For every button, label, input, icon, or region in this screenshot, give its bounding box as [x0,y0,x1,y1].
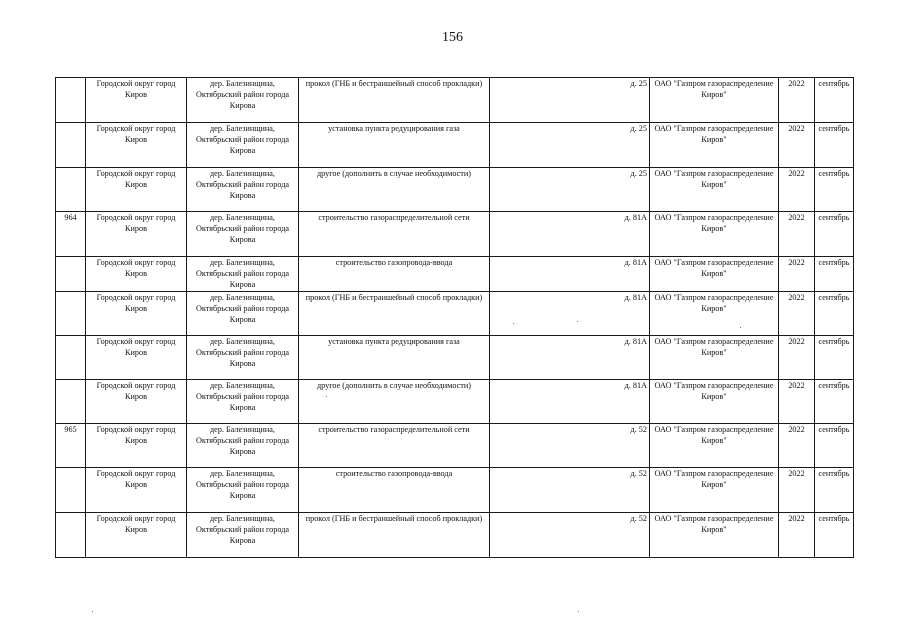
organization-cell: ОАО "Газпром газораспределение Киров" [650,335,779,379]
house-cell: д. 81А [490,379,650,423]
organization-cell: ОАО "Газпром газораспределение Киров" [650,78,779,123]
location-cell: дер. Балезинщина, Октябрьский район города Кирова [187,123,299,168]
year-cell: 2022 [779,123,815,168]
municipality-cell: Городской округ город Киров [86,212,187,257]
house-cell: д. 52 [490,512,650,557]
work-type-cell: строительство газопровода-ввода [299,467,490,512]
year-cell: 2022 [779,212,815,257]
municipality-cell: Городской округ город Киров [86,335,187,379]
municipality-cell: Городской округ город Киров [86,168,187,212]
house-cell: д. 52 [490,423,650,467]
month-cell: сентябрь [815,212,854,257]
municipality-cell: Городской округ город Киров [86,467,187,512]
organization-cell: ОАО "Газпром газораспределение Киров" [650,423,779,467]
month-cell: сентябрь [815,123,854,168]
work-type-cell: строительство газораспределительной сети [299,423,490,467]
table-row [56,467,854,512]
register-body [56,78,854,558]
work-type-cell: другое (дополнить в случае необходимости) [299,168,490,212]
work-type-cell: установка пункта редуцирования газа [299,123,490,168]
table-row [56,512,854,557]
house-cell: д. 81А [490,212,650,257]
month-cell: сентябрь [815,335,854,379]
year-cell: 2022 [779,467,815,512]
month-cell: сентябрь [815,467,854,512]
year-cell: 2022 [779,78,815,123]
month-cell: сентябрь [815,78,854,123]
row-number [56,168,86,212]
municipality-cell: Городской округ город Киров [86,423,187,467]
year-cell: 2022 [779,423,815,467]
organization-cell: ОАО "Газпром газораспределение Киров" [650,257,779,292]
year-cell: 2022 [779,291,815,335]
row-number [56,78,86,123]
location-cell: дер. Балезинщина, Октябрьский район города Кирова [187,257,299,292]
table-row [56,78,854,123]
house-cell: д. 81А [490,335,650,379]
table-row [56,257,854,292]
year-cell: 2022 [779,379,815,423]
table-row [56,379,854,423]
municipality-cell: Городской округ город Киров [86,78,187,123]
organization-cell: ОАО "Газпром газораспределение Киров" [650,123,779,168]
month-cell: сентябрь [815,257,854,292]
work-type-cell: прокол (ГНБ и бестраншейный способ прокладки) [299,512,490,557]
organization-cell: ОАО "Газпром газораспределение Киров" [650,168,779,212]
location-cell: дер. Балезинщина, Октябрьский район города Кирова [187,423,299,467]
table-row [56,335,854,379]
location-cell: дер. Балезинщина, Октябрьский район города Кирова [187,212,299,257]
organization-cell: ОАО "Газпром газораспределение Киров" [650,212,779,257]
row-number [56,512,86,557]
table-row [56,212,854,257]
month-cell: сентябрь [815,423,854,467]
municipality-cell: Городской округ город Киров [86,257,187,292]
work-type-cell: другое (дополнить в случае необходимости) [299,379,490,423]
organization-cell: ОАО "Газпром газораспределение Киров" [650,291,779,335]
location-cell: дер. Балезинщина, Октябрьский район города Кирова [187,512,299,557]
organization-cell: ОАО "Газпром газораспределение Киров" [650,379,779,423]
year-cell: 2022 [779,512,815,557]
work-type-cell: строительство газопровода-ввода [299,257,490,292]
work-type-cell: установка пункта редуцирования газа [299,335,490,379]
row-number [56,379,86,423]
year-cell: 2022 [779,168,815,212]
house-cell: д. 25 [490,168,650,212]
year-cell: 2022 [779,257,815,292]
table-row [56,168,854,212]
month-cell: сентябрь [815,291,854,335]
page-number: 156 [442,30,463,45]
house-cell: д. 25 [490,123,650,168]
house-cell: д. 25 [490,78,650,123]
municipality-cell: Городской округ город Киров [86,291,187,335]
municipality-cell: Городской округ город Киров [86,123,187,168]
location-cell: дер. Балезинщина, Октябрьский район города Кирова [187,78,299,123]
table-row [56,291,854,335]
house-cell: д. 52 [490,467,650,512]
organization-cell: ОАО "Газпром газораспределение Киров" [650,467,779,512]
row-number [56,467,86,512]
work-type-cell: прокол (ГНБ и бестраншейный способ прокладки) [299,291,490,335]
row-number: 965 [56,423,86,467]
row-number: 964 [56,212,86,257]
municipality-cell: Городской округ город Киров [86,379,187,423]
table-row [56,123,854,168]
year-cell: 2022 [779,335,815,379]
house-cell: д. 81А [490,291,650,335]
location-cell: дер. Балезинщина, Октябрьский район города Кирова [187,291,299,335]
row-number [56,335,86,379]
month-cell: сентябрь [815,512,854,557]
row-number [56,291,86,335]
location-cell: дер. Балезинщина, Октябрьский район города Кирова [187,379,299,423]
location-cell: дер. Балезинщина, Октябрьский район города Кирова [187,168,299,212]
month-cell: сентябрь [815,379,854,423]
work-type-cell: прокол (ГНБ и бестраншейный способ прокладки) [299,78,490,123]
house-cell: д. 81А [490,257,650,292]
row-number [56,123,86,168]
organization-cell: ОАО "Газпром газораспределение Киров" [650,512,779,557]
work-type-cell: строительство газораспределительной сети [299,212,490,257]
row-number [56,257,86,292]
month-cell: сентябрь [815,168,854,212]
municipality-cell: Городской округ город Киров [86,512,187,557]
table-row [56,423,854,467]
register-table [55,77,854,558]
location-cell: дер. Балезинщина, Октябрьский район города Кирова [187,467,299,512]
location-cell: дер. Балезинщина, Октябрьский район города Кирова [187,335,299,379]
